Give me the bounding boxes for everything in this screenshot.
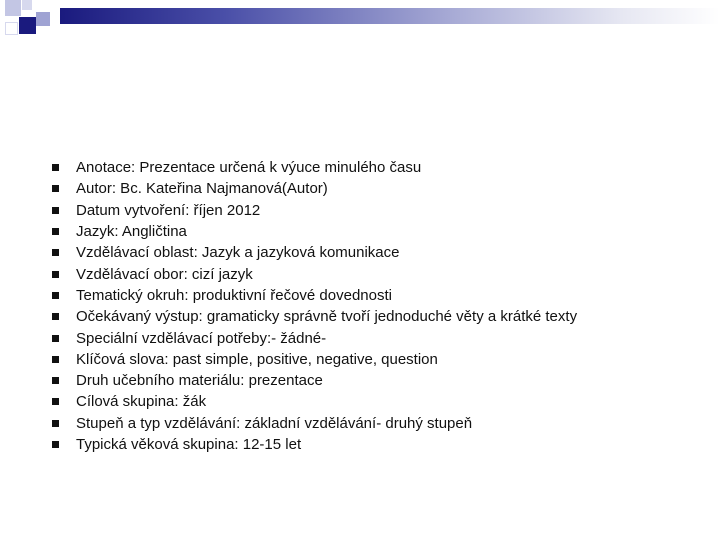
list-item-text: Tematický okruh: produktivní řečové dovednosti (76, 286, 392, 304)
list-item-text: Autor: Bc. Kateřina Najmanová(Autor) (76, 180, 328, 198)
list-item (50, 200, 690, 221)
list-item-text: Speciální vzdělávací potřeby:- žádné- (76, 329, 327, 347)
list-item-text: Anotace: Prezentace určená k výuce minulého času (76, 159, 422, 177)
list-item-text: Druh učebního materiálu: prezentace (76, 372, 323, 390)
list-item (50, 263, 690, 284)
list-item-text: Cílová skupina: žák (76, 393, 207, 411)
list-item-text: Stupeň a typ vzdělávání: základní vzdělávání- druhý stupeň (76, 414, 473, 432)
bullet-square-icon (52, 398, 59, 405)
bullet-square-icon (52, 249, 59, 256)
list-item (50, 413, 690, 434)
list-item (50, 327, 690, 348)
list-item (50, 285, 690, 306)
list-item-text: Vzdělávací obor: cizí jazyk (76, 265, 253, 283)
list-item (50, 157, 690, 178)
bullet-square-icon (52, 292, 59, 299)
bullet-square-icon (52, 207, 59, 214)
bullet-square-icon (52, 441, 59, 448)
list-item (50, 178, 690, 199)
list-item (50, 349, 690, 370)
list-item (50, 221, 690, 242)
bullet-square-icon (52, 185, 59, 192)
decorative-square (5, 0, 21, 16)
decorative-square (22, 0, 32, 10)
bullet-square-icon (52, 335, 59, 342)
list-item (50, 370, 690, 391)
bullet-square-icon (52, 420, 59, 427)
bullet-square-icon (52, 356, 59, 363)
list-item (50, 434, 690, 455)
bullet-square-icon (52, 271, 59, 278)
bullet-square-icon (52, 377, 59, 384)
decorative-square (36, 12, 50, 26)
list-item (50, 391, 690, 412)
decorative-square (5, 22, 18, 35)
list-item (50, 242, 690, 263)
decorative-square (19, 17, 36, 34)
list-item-text: Očekávaný výstup: gramaticky správně tvoří jednoduché věty a krátké texty (76, 308, 578, 326)
list-item-text: Vzdělávací oblast: Jazyk a jazyková komunikace (76, 244, 400, 262)
list-item-text: Typická věková skupina: 12-15 let (76, 436, 302, 453)
header-gradient-bar (60, 8, 720, 24)
bullet-square-icon (52, 228, 59, 235)
list-item-text: Klíčová slova: past simple, positive, negative, question (76, 350, 438, 368)
bullet-square-icon (52, 313, 59, 320)
list-item-text: Jazyk: Angličtina (76, 223, 187, 241)
metadata-list (50, 157, 690, 455)
list-item-text: Datum vytvoření: říjen 2012 (76, 201, 261, 219)
list-item (50, 306, 690, 327)
bullet-square-icon (52, 164, 59, 171)
